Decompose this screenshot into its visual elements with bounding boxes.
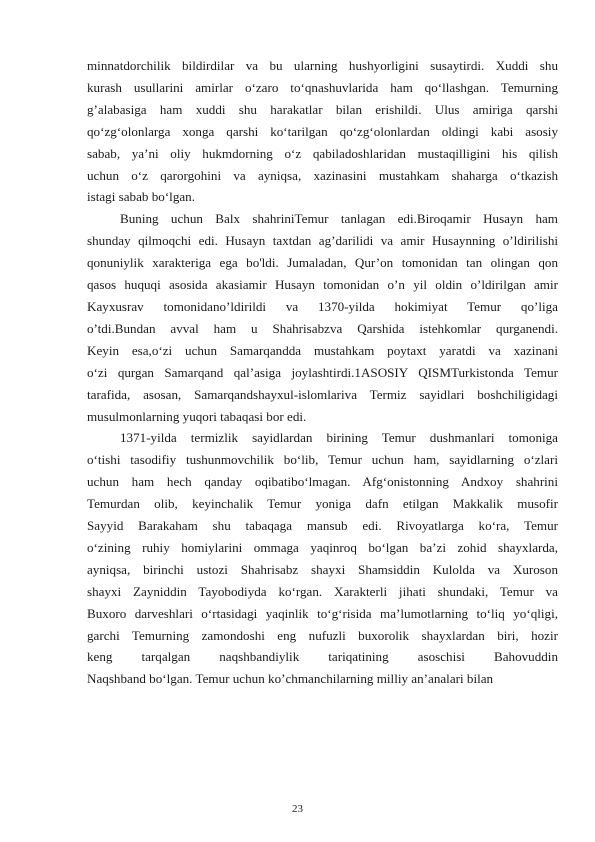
text-line: sabab, ya’ni oliy hukmdorning o‘z qabiladoshlaridan mustaqilligini his qilish [87,145,558,161]
text-line: g’alabasiga ham xuddi shu harakatlar bilan erishildi. Ulus amiriga qarshi [87,101,558,117]
text-line: o‘tishi tasodifiy tushunmovchilik bo‘lib, Temur uchun ham, sayidlarning o‘zlari [87,452,558,468]
text-line: shayxi Zayniddin Tayobodiyda ko‘rgan. Xarakterli jihati shundaki, Temur va [87,583,558,599]
text-line: istagi sabab bo‘lgan. [87,189,195,205]
text-line: 1371-yilda termizlik sayidlardan birining Temur dushmanlari tomoniga [120,430,558,446]
text-line: qonuniylik xarakteriga ega bo'ldi. Jumaladan, Qur’on tomonidan tan olingan qon [87,255,558,271]
text-line: musulmonlarning yuqori tabaqasi bor edi. [87,408,307,424]
text-line: Kayxusrav tomonidano’ldirildi va 1370-yilda hokimiyat Temur qo’liga [87,298,558,314]
text-line: Temurdan olib, keyinchalik Temur yoniga dafn etilgan Makkalik musofir [87,496,558,512]
text-line: Buning uchun Balx shahriniTemur tanlagan edi.Biroqamir Husayn ham [120,211,558,227]
text-line: Keyin esa,o‘zi uchun Samarqandda mustahkam poytaxt yaratdi va xazinani [87,342,558,358]
text-line: Buxoro darveshlari o‘rtasidagi yaqinlik to‘g‘risida ma’lumotlarning to‘liq yo‘qligi, [87,605,558,621]
text-line: o‘zining ruhiy homiylarini ommaga yaqinroq bo‘lgan ba’zi zohid shayxlarda, [87,539,558,555]
text-line: o’tdi.Bundan avval ham u Shahrisabzva Qarshida istehkomlar qurganendi. [87,320,558,336]
text-line: kurash usullarini amirlar o‘zaro to‘qnashuvlarida ham qo‘llashgan. Temurning [87,79,558,95]
text-line: uchun o‘z qarorgohini va ayniqsa, xazinasini mustahkam shaharga o‘tkazish [87,167,558,183]
text-line: ayniqsa, birinchi ustozi Shahrisabz shayxi Shamsiddin Kulolda va Xuroson [87,561,558,577]
text-line: minnatdorchilik bildirdilar va bu ularning hushyorligini susaytirdi. Xuddi shu [87,58,558,73]
text-line: qasos huquqi asosida akasiamir Husayn tomonidan o’n yil oldin o’ldirilgan amir [87,277,558,293]
text-line: garchi Temurning zamondoshi eng nufuzli buxorolik shayxlardan biri, hozir [87,627,558,643]
page-number: 23 [292,803,303,815]
text-line: tarafida, asosan, Samarqandshayxul-islomlariva Termiz sayidlari boshchiligidagi [87,386,558,402]
text-line: Naqshband bo‘lgan. Temur uchun ko’chmanchilarning milliy an’analari bilan [87,671,494,687]
paragraph [87,208,558,427]
paragraph [87,55,558,208]
document-body [87,55,558,690]
text-line: Sayyid Barakaham shu tabaqaga mansub edi. Rivoyatlarga ko‘ra, Temur [87,518,558,534]
text-line: o‘zi qurgan Samarqand qal’asiga joylashtirdi.1ASOSIY QISMTurkistonda Temur [87,364,558,380]
text-line: shunday qilmoqchi edi. Husayn taxtdan ag’darilidi va amir Husaynning o’ldirilishi [87,233,558,249]
text-line: uchun ham hech qanday oqibatibo‘lmagan. Afg‘onistonning Andxoy shahrini [87,474,558,490]
paragraph [87,427,558,690]
text-line: qo‘zg‘olonlarga xonga qarshi ko‘tarilgan qo‘zg‘olonlardan oldingi kabi asosiy [87,123,558,139]
text-line: keng tarqalgan naqshbandiylik tariqatining asoschisi Bahovuddin [87,649,558,665]
